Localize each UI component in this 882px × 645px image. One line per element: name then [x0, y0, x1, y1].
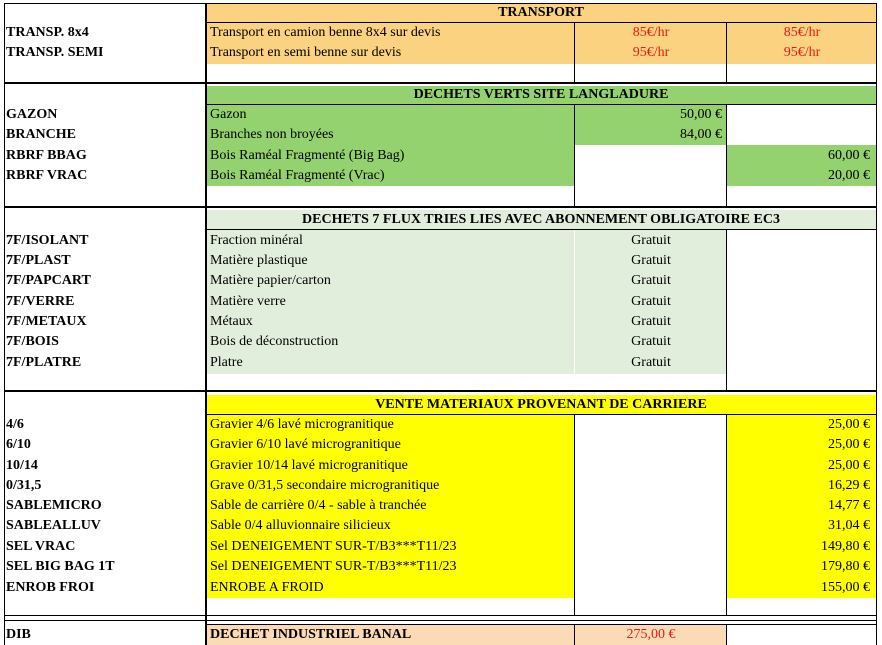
- row-description: Platre: [210, 355, 243, 370]
- row-code: TRANSP. SEMI: [6, 45, 104, 60]
- row-price-2: 25,00 €: [828, 417, 870, 432]
- section-title-dechets-verts: DECHETS VERTS SITE LANGLADURE: [413, 87, 669, 102]
- row-price-2: 31,04 €: [828, 518, 870, 533]
- grid-line: [574, 105, 575, 206]
- row-description: DECHET INDUSTRIEL BANAL: [210, 627, 412, 642]
- row-price-2: 25,00 €: [828, 437, 870, 452]
- row-code: DIB: [6, 627, 31, 642]
- row-code: 6/10: [6, 437, 31, 452]
- row-code: RBRF VRAC: [6, 168, 88, 183]
- row-price-1: 84,00 €: [680, 127, 722, 142]
- row-description: Gravier 6/10 lavé microgranitique: [210, 437, 401, 452]
- row-code: 7F/ISOLANT: [6, 233, 89, 248]
- grid-line: [574, 23, 575, 82]
- grid-line: [574, 415, 575, 615]
- grid-line: [4, 82, 877, 84]
- row-description: Bois de déconstruction: [210, 334, 339, 349]
- row-code: 7F/PLAST: [6, 253, 71, 268]
- row-description: Sel DENEIGEMENT SUR-T/B3***T11/23: [210, 539, 457, 554]
- row-code: 4/6: [6, 417, 24, 432]
- section-title-carriere: VENTE MATERIAUX PROVENANT DE CARRIERE: [375, 397, 707, 412]
- grid-line: [876, 3, 877, 645]
- section-title-transport: TRANSPORT: [498, 5, 584, 20]
- row-price-1: Gratuit: [631, 334, 671, 349]
- row-code: 7F/PAPCART: [6, 273, 91, 288]
- row-price-1: 50,00 €: [680, 107, 722, 122]
- row-code: ENROB FROI: [6, 580, 95, 595]
- grid-line: [4, 615, 877, 616]
- grid-line: [4, 390, 877, 392]
- grid-line: [4, 206, 877, 208]
- row-code: SABLEALLUV: [6, 518, 101, 533]
- row-price-1: 95€/hr: [632, 45, 670, 60]
- row-price-2: 16,29 €: [828, 478, 870, 493]
- row-price-2: 14,77 €: [828, 498, 870, 513]
- row-description: Bois Raméal Fragmenté (Big Bag): [210, 148, 405, 163]
- row-code: BRANCHE: [6, 127, 77, 142]
- grid-line: [574, 625, 575, 645]
- row-price-2: 25,00 €: [828, 458, 870, 473]
- row-description: Matière verre: [210, 294, 286, 309]
- row-description: Grave 0/31,5 secondaire microgranitique: [210, 478, 440, 493]
- row-code: SEL BIG BAG 1T: [6, 559, 115, 574]
- row-code: 0/31,5: [6, 478, 42, 493]
- row-description: Gravier 4/6 lavé microgranitique: [210, 417, 394, 432]
- row-price-1: Gratuit: [631, 355, 671, 370]
- row-description: Bois Raméal Fragmenté (Vrac): [210, 168, 385, 183]
- row-price-1: 275,00 €: [626, 627, 676, 642]
- row-description: Branches non broyées: [210, 127, 334, 142]
- row-price-1: Gratuit: [631, 314, 671, 329]
- row-code: SEL VRAC: [6, 539, 76, 554]
- grid-line: [4, 3, 5, 645]
- row-code: 7F/METAUX: [6, 314, 87, 329]
- row-price-2: 179,80 €: [821, 559, 870, 574]
- row-price-1: Gratuit: [631, 233, 671, 248]
- row-description: Sable 0/4 alluvionnaire silicieux: [210, 518, 391, 533]
- row-code: 10/14: [6, 458, 38, 473]
- row-description: Matière papier/carton: [210, 273, 331, 288]
- grid-line: [726, 23, 727, 82]
- grid-line: [4, 620, 877, 621]
- row-code: SABLEMICRO: [6, 498, 102, 513]
- row-code: 7F/PLATRE: [6, 355, 82, 370]
- grid-line: [726, 625, 727, 645]
- row-description: Matière plastique: [210, 253, 308, 268]
- grid-line: [726, 230, 727, 390]
- row-description: Gazon: [210, 107, 247, 122]
- row-code: GAZON: [6, 107, 58, 122]
- grid-line: [726, 415, 727, 615]
- row-description: Transport en camion benne 8x4 sur devis: [210, 25, 441, 40]
- row-description: Sable de carrière 0/4 - sable à tranchée: [210, 498, 427, 513]
- row-code: 7F/BOIS: [6, 334, 59, 349]
- row-price-2: 60,00 €: [828, 148, 870, 163]
- row-price-2: 85€/hr: [783, 25, 821, 40]
- row-price-1: Gratuit: [631, 294, 671, 309]
- row-description: Fraction minéral: [210, 233, 303, 248]
- row-description: Transport en semi benne sur devis: [210, 45, 402, 60]
- row-price-2: 155,00 €: [821, 580, 870, 595]
- grid-line: [726, 105, 727, 206]
- row-code: RBRF BBAG: [6, 148, 87, 163]
- row-price-2: 149,80 €: [821, 539, 870, 554]
- row-code: TRANSP. 8x4: [6, 25, 89, 40]
- section-title-7-flux: DECHETS 7 FLUX TRIES LIES AVEC ABONNEMENT OBLIGATOIRE EC3: [302, 212, 780, 227]
- row-description: Métaux: [210, 314, 253, 329]
- row-description: Sel DENEIGEMENT SUR-T/B3***T11/23: [210, 559, 457, 574]
- row-price-1: Gratuit: [631, 273, 671, 288]
- row-description: ENROBE A FROID: [210, 580, 324, 595]
- row-description: Gravier 10/14 lavé microgranitique: [210, 458, 408, 473]
- row-price-1: Gratuit: [631, 253, 671, 268]
- row-price-2: 95€/hr: [783, 45, 821, 60]
- row-price-1: 85€/hr: [632, 25, 670, 40]
- row-price-2: 20,00 €: [828, 168, 870, 183]
- row-code: 7F/VERRE: [6, 294, 75, 309]
